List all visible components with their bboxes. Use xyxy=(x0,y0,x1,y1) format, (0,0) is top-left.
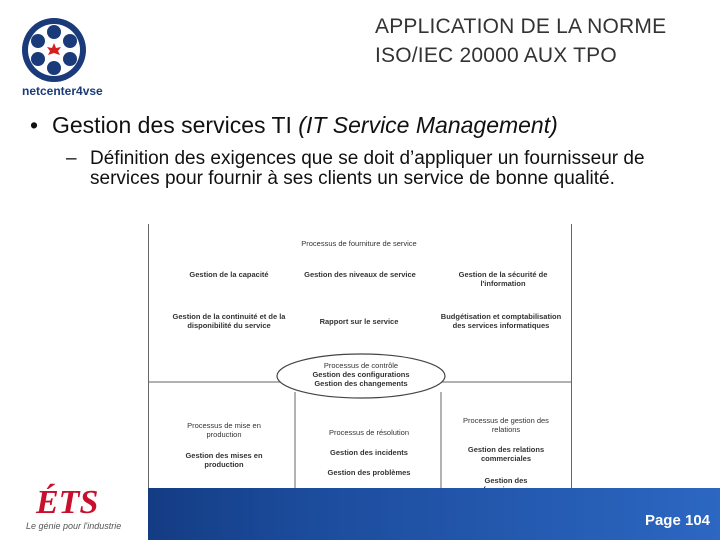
slide-header-title xyxy=(375,12,715,70)
header-title-line2: ISO/IEC 20000 AUX TPO xyxy=(375,44,617,67)
diagram-incident-mgmt: Gestion des incidents xyxy=(330,448,408,457)
diagram-release-mgmt: Gestion des mises en production xyxy=(185,451,263,469)
diagram-continuity: Gestion de la continuité et de la disponibilité du service xyxy=(172,312,286,330)
diagram-control-title: Processus de contrôle xyxy=(323,361,399,370)
sub-bullet xyxy=(66,149,666,189)
diagram-capacity-mgmt: Gestion de la capacité xyxy=(189,270,269,279)
itsm-process-diagram xyxy=(148,224,572,514)
diagram-config-mgmt: Gestion des configurations xyxy=(312,370,410,379)
bullet-text-italic: (IT Service Management) xyxy=(298,112,558,138)
diagram-business-relations: Gestion des relations commerciales xyxy=(467,445,545,463)
diagram-resolution-process: Processus de résolution xyxy=(328,428,410,437)
diagram-problem-mgmt: Gestion des problèmes xyxy=(327,468,411,477)
diagram-service-report: Rapport sur le service xyxy=(319,317,399,326)
diagram-relations-process: Processus de gestion des relations xyxy=(463,416,549,434)
header-title-line1: APPLICATION DE LA NORME xyxy=(375,15,667,38)
diagram-top-title: Processus de fourniture de service xyxy=(301,239,417,248)
diagram-budgeting: Budgétisation et comptabilisation des services informatiques xyxy=(440,312,562,330)
ets-logo-text: ÉTS xyxy=(36,484,99,520)
diagram-release-process: Processus de mise en production xyxy=(187,421,261,439)
sub-bullet-dash: – xyxy=(66,148,77,169)
ets-caption: Le génie pour l'industrie xyxy=(26,521,122,531)
bullet-text: Gestion des services TI xyxy=(52,112,292,138)
logo-caption: netcenter4vse xyxy=(22,84,103,98)
bullet-dot: • xyxy=(30,112,39,138)
sub-bullet-text: Définition des exigences que se doit d’appliquer un fournisseur de services pour fournir à ses clients un service de bonne qualité. xyxy=(90,148,645,189)
diagram-change-mgmt: Gestion des changements xyxy=(314,379,408,388)
diagram-info-security: Gestion de la sécurité de l'information xyxy=(458,270,548,288)
main-bullet xyxy=(30,112,558,139)
page-number: Page 104 xyxy=(644,512,710,529)
diagram-service-level: Gestion des niveaux de service xyxy=(304,270,416,279)
diagram-supplier-mgmt: Gestion des xyxy=(484,476,528,485)
